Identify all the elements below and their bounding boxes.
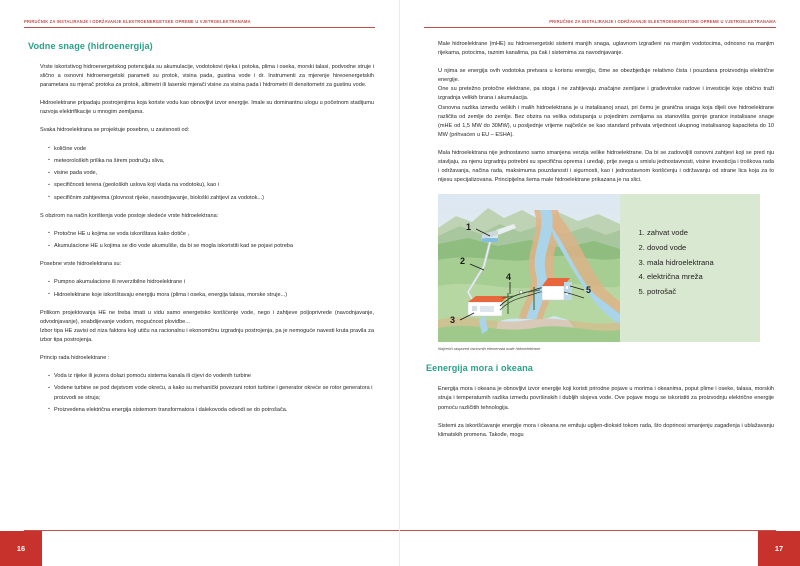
running-header-text: PRIRUČNIK ZA INSTALIRANJE I ODRŽAVANJE ELEKTROENERGETSKE OPREME U VJETROELEKTRANAMA — [24, 19, 251, 24]
header-rule — [24, 27, 375, 28]
paragraph: S obzirom na način korištenja vode postoje sledeće vrste hidroelektrana: — [40, 212, 219, 219]
callout-4: 4 — [506, 272, 512, 283]
page-title: Vodne snage (hidroenergija) — [28, 41, 153, 51]
paragraph: Prilikom projektovanja HE ne treba imati u vidu samo energetsko korišćenje vode, nego i zahtjeve poljoprivrede (navodnjavanje, odvodnjavanje), snabdijevanje vodom, mogućnost plovidbe... — [40, 309, 374, 325]
figure-illustration — [438, 194, 620, 342]
list-plant-types — [28, 230, 374, 251]
paragraph: Male hidroelektrane (mHE) su hidroenergetski sistemi manjih snaga, uglavnom izgrađeni na manjim vodotocima, odnosno na manjim rijekama, potocima, raznim kanalima, pa čak i sistemima za navodnjavanje. — [438, 41, 774, 57]
right-column — [426, 40, 774, 449]
footer-left — [0, 530, 399, 566]
list-operating-principle — [28, 372, 374, 415]
list-item: · Voda iz rijeke ili jezera dolazi pomoću sistema kanala ili cijevi do vodenih turbine — [48, 372, 374, 381]
list-item: · Pumpno akumulacione ili reverzibilne hidroelektrane i — [48, 278, 374, 287]
paragraph: Princip rada hidroelektrane : — [40, 355, 110, 362]
list-item: · specifičnosti terena (geoloških uslova koji vlada na vodotoku), kao i — [48, 181, 374, 190]
list-design-factors — [28, 145, 374, 203]
footer-rule — [400, 530, 776, 531]
paragraph: Posebne vrste hidroelektrana su: — [40, 261, 122, 268]
page-number: 17 — [758, 531, 800, 566]
callout-1: 1 — [466, 222, 472, 233]
header-rule — [424, 27, 776, 28]
paragraph: Izbor tipa HE zavisi od niza faktora koji utiču na racionalnu i ekonomičnu izgradnju postrojenja, pa je nemoguće navesti kruta pravila za izbor tipa postrojenja. — [40, 327, 374, 343]
list-item: · Protočne HE u kojima se voda iskorištava kako dotiče , — [48, 230, 374, 239]
page-right — [400, 0, 800, 566]
list-item: · količine vode — [48, 145, 374, 154]
running-header-right — [424, 19, 776, 31]
paragraph: Hidroelektrane pripadaju postrojenjima koja koriste vodu kao obnovljivi izvor energije. Imale su dominantnu ulogu u početnom stadijumu razvoja elektrifikacije u mnogim zemljama. — [40, 100, 374, 116]
list-item: · specifičnim zahtjevima (plovnost rijeke, navodnjavanje, biološki zahtjevi za vodotok...) — [48, 194, 374, 203]
paragraph: U njima se energija ovih vodotoka pretvara u korisnu energiju, čime se obezbjeđuje relativno čista i pouzdana proizvodnja električne energije. — [438, 68, 774, 84]
list-item: · Akumulacione HE u kojima se dio vode akumuliše, da bi se mogla iskoristiti kad se pojavi potreba — [48, 242, 374, 251]
page-number: 16 — [0, 531, 42, 566]
left-column — [28, 40, 374, 424]
legend-item: 5. potrošač — [647, 285, 754, 300]
running-header-left — [24, 19, 375, 31]
figure-small-hydro — [438, 194, 760, 352]
legend-item: 3. mala hidroelektrana — [647, 256, 754, 271]
callout-3: 3 — [450, 315, 456, 326]
figure-caption: Najčešći raspored osnovnih elemenata male hidroelektrane — [438, 346, 541, 352]
callout-5: 5 — [586, 285, 592, 296]
paragraph: Svaka hidroelektrana se projektuje posebno, u zavisnosti od: — [40, 127, 190, 134]
paragraph: Mala hidroelektrana nije jednostavno samo smanjena verzija velike hidroelektrane. Da bi se zadovoljili osnovni zahtjevi koji se pred nju stavljaju, za njenu izgradnju potrebni su specifična oprema i uređaji, prije svega u smislu jednostavnosti, visine investicija i troškova rada i održavanja, načina rada, maksimuma pouzdanosti i sigurnosti, kao i jednostavnom korišćenju i održavanju od strane lica koja za to nijesu specijalizovana. Principijelna šema male hidroelektrane prikazana je na slici. — [438, 149, 774, 184]
legend-item: 1. zahvat vode — [647, 226, 754, 241]
list-item: · visine pada vode, — [48, 169, 374, 178]
legend-item: 4. električna mreža — [647, 270, 754, 285]
callout-2: 2 — [460, 256, 466, 267]
figure-frame — [438, 194, 760, 342]
footer-rule — [24, 530, 399, 531]
list-item: · meteoroloških prilika na širem području sliva, — [48, 157, 374, 166]
hydro-landscape-svg — [438, 194, 620, 342]
list-item: · Hidroelektrane koje iskorištavaju energiju mora (plima i oseka, energija talasa, morske struje...) — [48, 291, 374, 300]
paragraph: Vrste iskoristivog hidroenergetskog potencijala su akumulacije, vodotokovi rijeka i potoka, plima i oseka, morski talasi, podvodne struje i slično a osnovni hidroenergetski parameti su protok, visina pada, gustina vode i dr. Instrumenti za mjerenje hireoenergetskih parametara su mjerač protoka za protok, altimetri ili laserski mjerači visine za visina pada i hidrometri ili densitometri za gustinu vode. — [40, 64, 374, 89]
list-item: · Vodene turbine se pod dejstvom vode okreću, a kako su mehanički povezani rotori turbine i generator okreće se rotor generatora i proizvodi se struja; — [48, 384, 374, 402]
paragraph: One su pretežno protočne elektrane, pa stoga i ne zahtijevaju značajne zemljane i građevinske radove i investicije koje obično traži izgradnja velikih brana i akumulacija. — [438, 86, 774, 102]
legend-item: 2. dovod vode — [647, 241, 754, 256]
list-item: · Proizvedena električna energija sistemom transformatora i dalekovoda odvodi se do potrošača. — [48, 406, 374, 415]
paragraph: Energija mora i okeana je obnovljivi izvor energije koji koristi prirodne pojave u morima i okeanima, poput plime i oseke, talasa, morskih struja i temperaturnih razlika između površinskih i dubljih slojeva vode. Ove pojave mogu se iskoristiti za proizvodnju električne energije pomoću različitih tehnologija. — [438, 386, 774, 411]
footer-right — [400, 530, 800, 566]
paragraph: Osnovna razlika između velikih i malih hidroelektrana je u instalisanoj snazi, pri čemu je granična snaga koja dijeli ove hidroelektrane različita od zemlje do zemlje. Bez obzira na velika odstupanja u pojedinim zemljama sa stanovišta gornje granice instalisane snage (mHE od 1,5 MW do 30MW), u posljednje vrijeme najčešće se kao standard prihvata vrijednost ukupnog instalisanog kapaciteta do 10 MW (prihvaćen u EU – ESHA). — [438, 104, 774, 138]
paragraph: Sistemi za iskorišćavanje energije mora i okeana ne emituju ugljen-dioksid tokom rada, što doprinosi smanjenju zagađenja i ublažavanju klimatskih promena. Takođe, mogu — [438, 422, 774, 438]
figure-legend — [634, 226, 754, 299]
running-header-text: PRIRUČNIK ZA INSTALIRANJE I ODRŽAVANJE ELEKTROENERGETSKE OPREME U VJETROELEKTRANAMA — [549, 19, 776, 24]
list-special-types — [28, 278, 374, 299]
section-heading-sea-energy: Eenergija mora i okeana — [426, 363, 533, 374]
